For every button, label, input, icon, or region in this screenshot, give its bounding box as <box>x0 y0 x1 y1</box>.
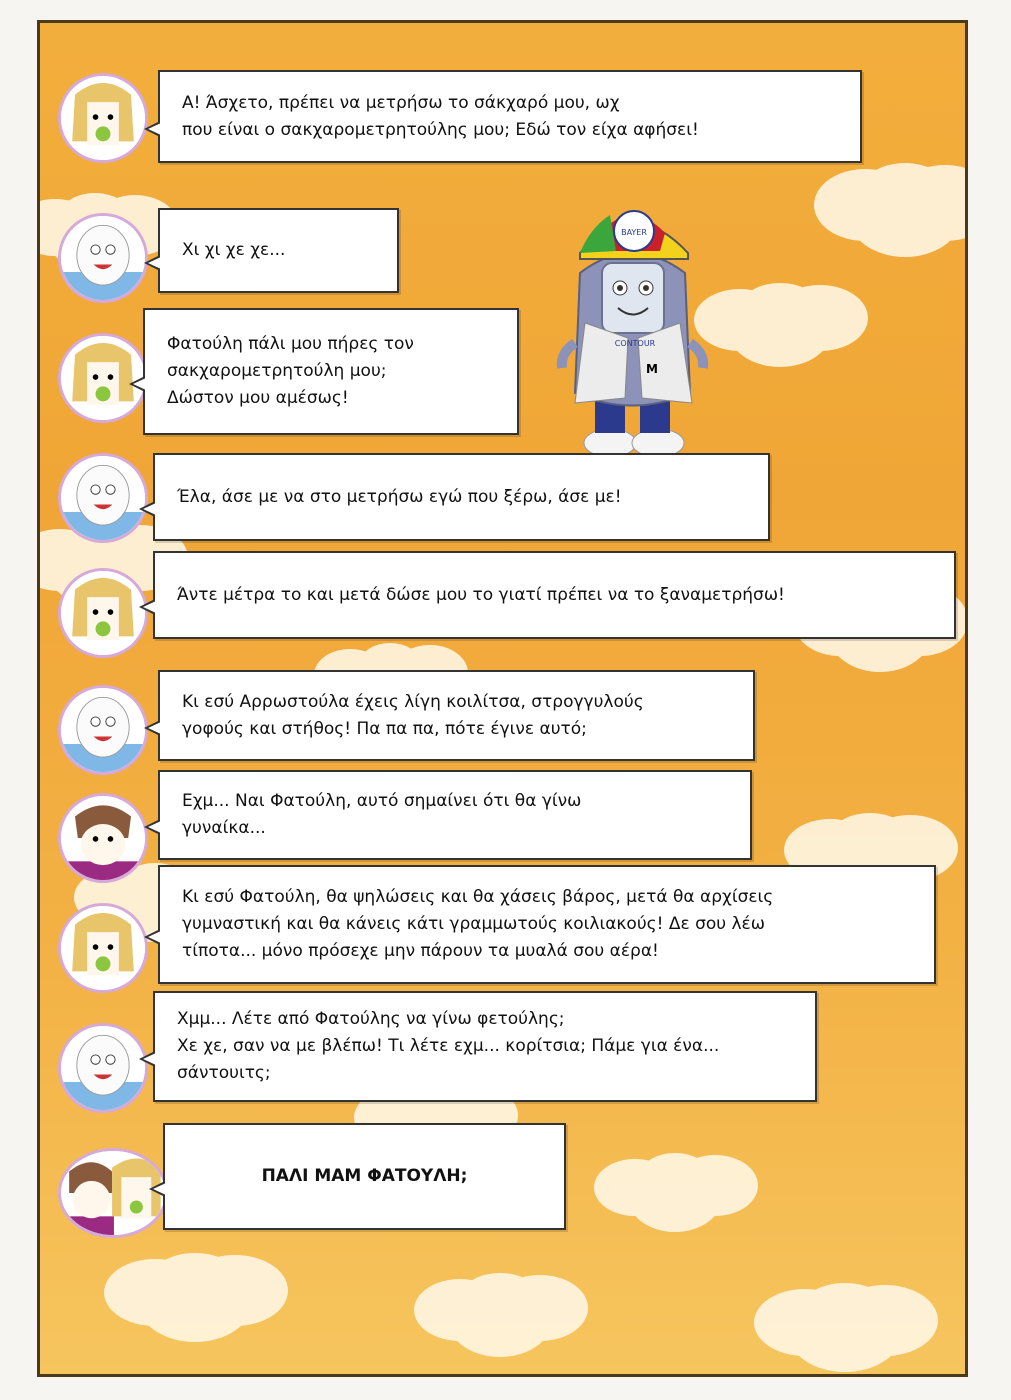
pocket-letter: M <box>646 362 658 376</box>
speech-bubble: Α! Άσχετο, πρέπει να μετρήσω το σάκχαρό μου, ωχ που είναι ο σακχαρομετρητούλης μου; Εδώ τον είχα αφήσει! <box>158 70 862 163</box>
avatar-fatoulis <box>58 453 148 543</box>
cap-logo: BAYER <box>621 228 647 237</box>
cloud <box>740 283 820 333</box>
cloud <box>800 1283 890 1338</box>
speech-bubble: Φατούλη πάλι μου πήρες τον σακχαρομετρητούλη μου; Δώστον μου αμέσως! <box>143 308 519 435</box>
avatar-girl-brunette <box>58 793 148 883</box>
avatar-fatoulis <box>58 685 148 775</box>
avatar-girl-blonde <box>58 73 148 163</box>
chest-logo: CONTOUR <box>614 339 656 348</box>
avatar-girl-blonde <box>58 903 148 993</box>
contour-mascot <box>540 193 730 463</box>
cloud <box>460 1273 540 1323</box>
cloud <box>640 1153 710 1198</box>
cloud <box>860 163 950 223</box>
speech-bubble: Κι εσύ Φατούλη, θα ψηλώσεις και θα χάσεις βάρος, μετά θα αρχίσεις γυμναστική και θα κάνεις κάτι γραμμωτούς κοιλιακούς! Δε σου λέω τίποτα... μόνο πρόσεχε μην πάρουν τα μυαλά σου αέρα! <box>158 865 936 984</box>
speech-bubble: ΠΑΛΙ ΜΑΜ ΦΑΤΟΥΛΗ; <box>163 1123 566 1230</box>
speech-bubble: Χμμ... Λέτε από Φατούλης να γίνω φετούλης; Χε χε, σαν να με βλέπω! Τι λέτε εχμ... κορίτσια; Πάμε για ένα... σάντουιτς; <box>153 991 817 1102</box>
cloud <box>830 813 910 863</box>
speech-bubble: Κι εσύ Αρρωστούλα έχεις λίγη κοιλίτσα, στρογγυλούς γοφούς και στήθος! Πα πα πα, πότε έγινε αυτό; <box>158 670 755 761</box>
comic-panel <box>37 20 968 1377</box>
avatar-fatoulis <box>58 1023 148 1113</box>
speech-bubble: Άντε μέτρα το και μετά δώσε μου το γιατί πρέπει να το ξαναμετρήσω! <box>153 551 956 639</box>
cloud <box>150 1253 240 1308</box>
speech-bubble: Εχμ... Ναι Φατούλη, αυτό σημαίνει ότι θα γίνω γυναίκα... <box>158 770 752 860</box>
avatar-girl-blonde <box>58 568 148 658</box>
speech-bubble: Χι χι χε χε... <box>158 208 399 293</box>
avatar-fatoulis <box>58 213 148 303</box>
speech-bubble: Έλα, άσε με να στο μετρήσω εγώ που ξέρω, άσε με! <box>153 453 770 541</box>
